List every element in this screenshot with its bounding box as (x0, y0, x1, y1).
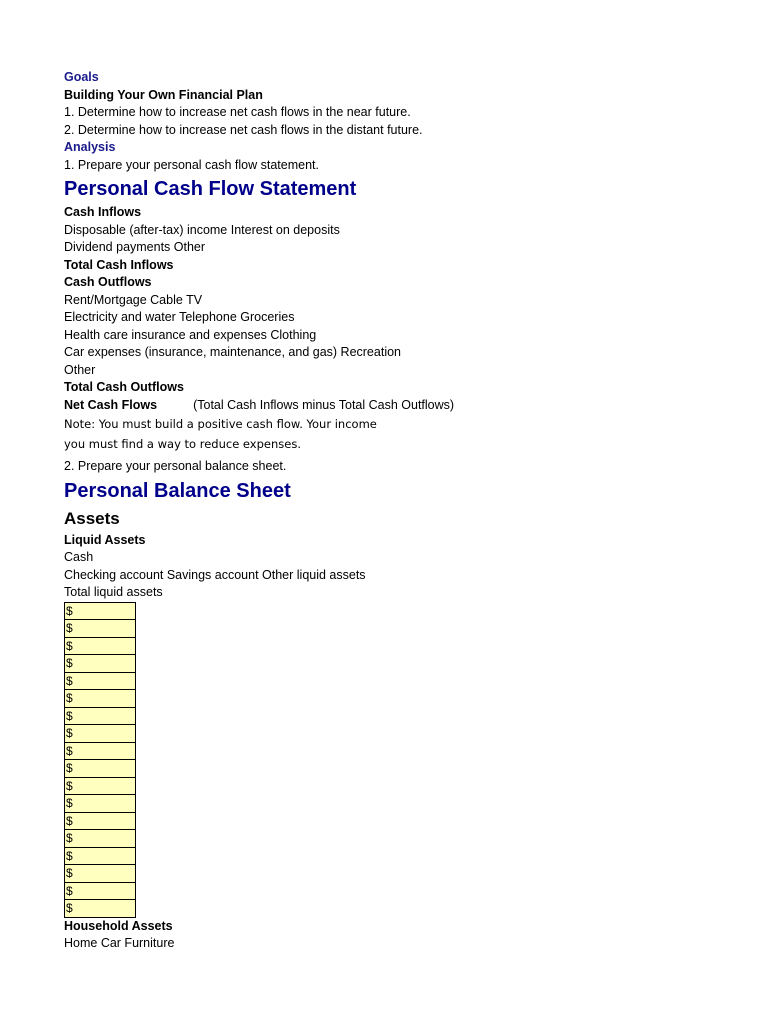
household-assets-heading: Household Assets (64, 918, 173, 933)
liquid-assets-heading: Liquid Assets (64, 532, 146, 547)
spreadsheet-content (64, 69, 455, 953)
value-cell[interactable]: $ (64, 795, 136, 813)
net-cash-flows-formula: (Total Cash Inflows minus Total Cash Outflows) (193, 397, 455, 412)
value-cell[interactable]: $ (64, 673, 136, 691)
outflow-line-5[interactable]: Other (64, 362, 96, 377)
assets-heading: Assets (64, 508, 120, 528)
value-cell[interactable]: $ (64, 603, 136, 621)
value-cell[interactable]: $ (64, 883, 136, 901)
balance-sheet-title: Personal Balance Sheet (64, 479, 291, 502)
analysis-step-1[interactable]: 1. Prepare your personal cash flow statement. (64, 157, 319, 172)
value-cell[interactable]: $ (64, 900, 136, 918)
liquid-line-accounts[interactable]: Checking account Savings account Other liquid assets (64, 567, 366, 582)
outflow-line-2[interactable]: Electricity and water Telephone Groceries (64, 310, 295, 324)
liquid-line-cash[interactable]: Cash (64, 550, 94, 564)
value-cell[interactable]: $ (64, 743, 136, 761)
value-cell[interactable]: $ (64, 848, 136, 866)
analysis-heading: Analysis (64, 140, 116, 154)
value-cell[interactable]: $ (64, 830, 136, 848)
value-cell[interactable]: $ (64, 813, 136, 831)
goals-subtitle: Building Your Own Financial Plan (64, 87, 263, 102)
net-cash-flows-row[interactable] (64, 397, 455, 415)
total-cash-outflows: Total Cash Outflows (64, 380, 184, 394)
value-cell[interactable]: $ (64, 690, 136, 708)
value-cell[interactable]: $ (64, 725, 136, 743)
inflow-line-2[interactable]: Dividend payments Other (64, 240, 206, 254)
goal-item-2[interactable]: 2. Determine how to increase net cash flows in the distant future. (64, 122, 423, 137)
inflow-line-1[interactable]: Disposable (after-tax) income Interest on deposits (64, 222, 340, 237)
value-cell[interactable]: $ (64, 760, 136, 778)
goals-heading: Goals (64, 70, 99, 84)
total-cash-inflows: Total Cash Inflows (64, 257, 174, 272)
outflow-line-3[interactable]: Health care insurance and expenses Clothing (64, 327, 317, 342)
note-line-1: Note: You must build a positive cash flow. Your income (64, 417, 377, 431)
note-line-2: you must find a way to reduce expenses. (64, 437, 301, 451)
value-cell[interactable]: $ (64, 655, 136, 673)
cash-flow-title: Personal Cash Flow Statement (64, 178, 357, 200)
balance-step-2[interactable]: 2. Prepare your personal balance sheet. (64, 459, 287, 473)
value-cells-column (64, 602, 136, 918)
liquid-line-total[interactable]: Total liquid assets (64, 585, 163, 599)
cash-outflows-heading: Cash Outflows (64, 275, 152, 289)
value-cell[interactable]: $ (64, 620, 136, 638)
net-cash-flows-label: Net Cash Flows (64, 397, 158, 412)
value-cell[interactable]: $ (64, 708, 136, 726)
outflow-line-4[interactable]: Car expenses (insurance, maintenance, and gas) Recreation (64, 345, 401, 359)
cash-inflows-heading: Cash Inflows (64, 205, 142, 219)
value-cell[interactable]: $ (64, 638, 136, 656)
goal-item-1[interactable]: 1. Determine how to increase net cash flows in the near future. (64, 105, 411, 119)
value-cell[interactable]: $ (64, 778, 136, 796)
household-line[interactable]: Home Car Furniture (64, 936, 175, 950)
value-cell[interactable]: $ (64, 865, 136, 883)
outflow-line-1[interactable]: Rent/Mortgage Cable TV (64, 292, 203, 307)
